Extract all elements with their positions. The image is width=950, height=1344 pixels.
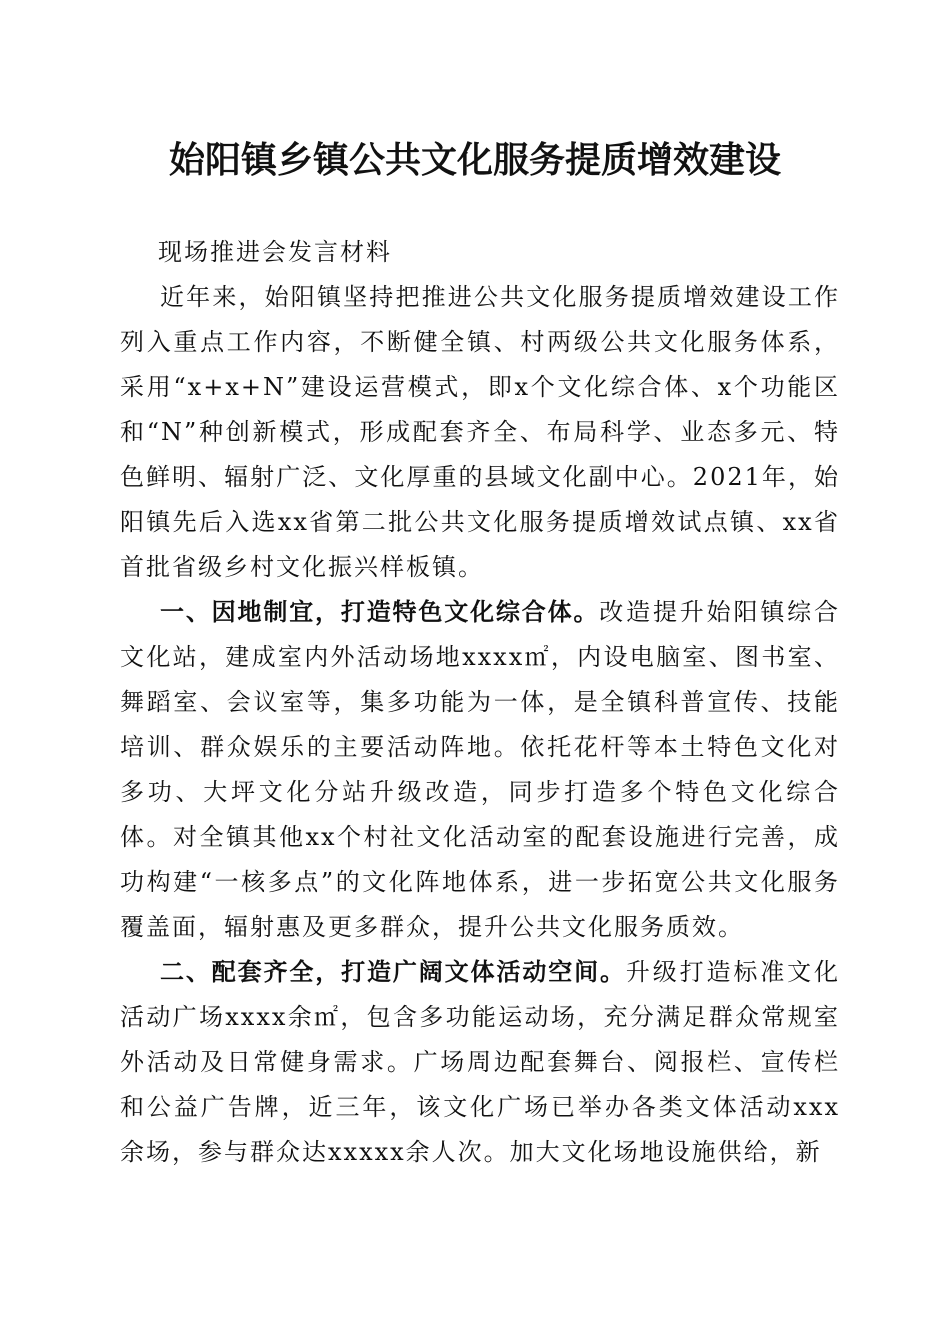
document-title: 始阳镇乡镇公共文化服务提质增效建设 (168, 139, 781, 181)
section-heading-2: 二、配套齐全，打造广阔文体活动空间。 (160, 958, 626, 986)
document-body (120, 230, 840, 1175)
section-body-2: 升级打造标准文化活动广场xxxx余㎡，包含多功能运动场，充分满足群众常规室外活动及日常健身需求。广场周边配套舞台、阅报栏、宣传栏和公益广告牌，近三年，该文化广场已举办各类文体活动xxx余场，参与群众达xxxxx余人次。加大文化场地设施供给，新 (120, 958, 841, 1166)
intro-paragraph: 近年来，始阳镇坚持把推进公共文化服务提质增效建设工作列入重点工作内容，不断健全镇、村两级公共文化服务体系，采用“x+x+N”建设运营模式，即x个文化综合体、x个功能区和“N”种创新模式，形成配套齐全、布局科学、业态多元、特色鲜明、辐射广泛、文化厚重的县域文化副中心。2021年，始阳镇先后入选xx省第二批公共文化服务提质增效试点镇、xx省首批省级乡村文化振兴样板镇。 (120, 283, 840, 581)
section-paragraph-2 (120, 950, 840, 1175)
section-heading-1: 一、因地制宜，打造特色文化综合体。 (160, 598, 600, 626)
section-paragraph-1 (120, 590, 840, 950)
section-body-1: 改造提升始阳镇综合文化站，建成室内外活动场地xxxx㎡，内设电脑室、图书室、舞蹈室、会议室等，集多功能为一体，是全镇科普宣传、技能培训、群众娱乐的主要活动阵地。依托花杆等本土特色文化对多功、大坪文化分站升级改造，同步打造多个特色文化综合体。对全镇其他xx个村社文化活动室的配套设施进行完善，成功构建“一核多点”的文化阵地体系，进一步拓宽公共文化服务覆盖面，辐射惠及更多群众，提升公共文化服务质效。 (120, 598, 841, 941)
document-subtitle: 现场推进会发言材料 (158, 238, 392, 266)
